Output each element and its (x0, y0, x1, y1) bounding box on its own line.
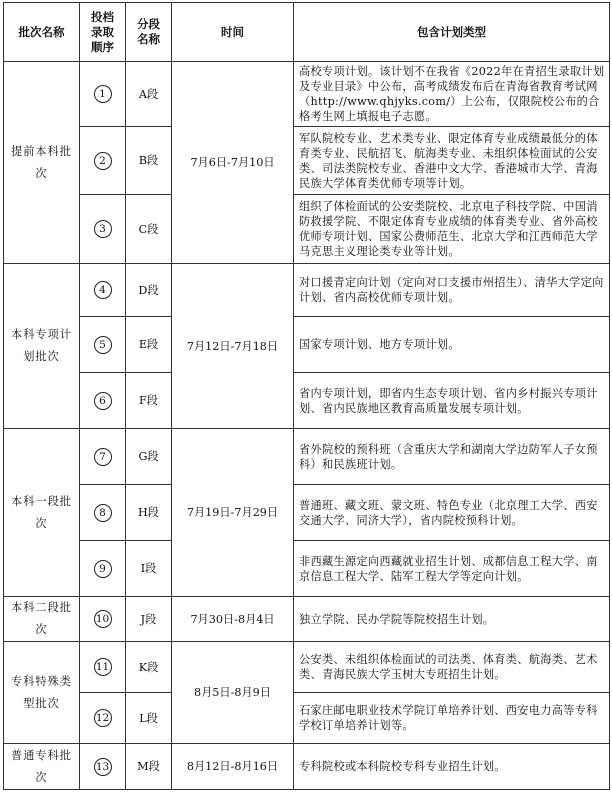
table-row (4, 195, 610, 264)
order-badge: 1 (80, 62, 126, 127)
table-row (4, 693, 610, 744)
order-badge: 7 (80, 429, 126, 485)
plan-type: 省内专项计划，即省内生态专项计划、省内乡村振兴专项计划、省内民族地区教育高质量发展专项计划。 (294, 373, 610, 429)
batch-time: 7月6日-7月10日 (172, 62, 294, 264)
batch-name: 本科二段批次 (4, 597, 80, 642)
header-order: 投档录取顺序 (80, 3, 126, 62)
batch-time: 7月12日-7月18日 (172, 264, 294, 429)
plan-type: 公安类、未组织体检面试的司法类、体育类、航海类、艺术类、青海民族大学玉树大专班招生计划。 (294, 642, 610, 693)
table-row (4, 264, 610, 317)
batch-name: 提前本科批次 (4, 62, 80, 264)
segment-name: B段 (126, 127, 172, 195)
segment-name: M段 (126, 744, 172, 790)
plan-type: 专科院校或本科院校专科专业招生计划。 (294, 744, 610, 790)
order-badge: 5 (80, 317, 126, 373)
header-plan-type: 包含计划类型 (294, 3, 610, 62)
table-row (4, 744, 610, 790)
table-row (4, 485, 610, 541)
batch-name: 本科一段批次 (4, 429, 80, 597)
segment-name: H段 (126, 485, 172, 541)
plan-type: 独立学院、民办学院等院校招生计划。 (294, 597, 610, 642)
order-badge: 4 (80, 264, 126, 317)
table-row (4, 62, 610, 127)
plan-type: 省外院校的预科班（含重庆大学和湖南大学边防军人子女预科）和民族班计划。 (294, 429, 610, 485)
plan-type: 高校专项计划。该计划不在我省《2022年在青招生录取计划及专业目录》中公布，高考成绩发布后在青海省教育考试网（http://www.qhjyks.com/）上公布，仅限院校公布的合格考生网上填报电子志愿。 (294, 62, 610, 127)
batch-name: 专科特殊类型批次 (4, 642, 80, 744)
table-row (4, 317, 610, 373)
table-row (4, 127, 610, 195)
plan-type: 国家专项计划、地方专项计划。 (294, 317, 610, 373)
segment-name: E段 (126, 317, 172, 373)
segment-name: I段 (126, 541, 172, 597)
table-row (4, 373, 610, 429)
batch-time: 7月30日-8月4日 (172, 597, 294, 642)
admission-batch-table (3, 2, 610, 790)
order-badge: 9 (80, 541, 126, 597)
batch-name: 普通专科批次 (4, 744, 80, 790)
header-time: 时间 (172, 3, 294, 62)
plan-type: 对口援青定向计划（定向对口支援市州招生）、清华大学定向计划、省内高校优师专项计划。 (294, 264, 610, 317)
order-badge: 13 (80, 744, 126, 790)
header-segment: 分段名称 (126, 3, 172, 62)
order-badge: 11 (80, 642, 126, 693)
segment-name: D段 (126, 264, 172, 317)
admission-batch-table-wrapper (3, 2, 609, 790)
order-badge: 10 (80, 597, 126, 642)
plan-type: 非西藏生源定向西藏就业招生计划、成都信息工程大学、南京信息工程大学、陆军工程大学等定向计划。 (294, 541, 610, 597)
order-badge: 3 (80, 195, 126, 264)
order-badge: 8 (80, 485, 126, 541)
header-batch-name: 批次名称 (4, 3, 80, 62)
batch-time: 8月5日-8月9日 (172, 642, 294, 744)
plan-type: 普通班、藏文班、蒙文班、特色专业（北京理工大学、西安交通大学、同济大学），省内院校预科计划。 (294, 485, 610, 541)
segment-name: L段 (126, 693, 172, 744)
order-badge: 2 (80, 127, 126, 195)
plan-type: 军队院校专业、艺术类专业、限定体育专业成绩最低分的体育类专业、民航招飞、航海类专业、未组织体检面试的公安类、司法类院校专业、香港中文大学、香港城市大学、青海民族大学体育类优师专项等计划。 (294, 127, 610, 195)
table-header-row (4, 3, 610, 62)
table-row (4, 642, 610, 693)
order-badge: 6 (80, 373, 126, 429)
segment-name: A段 (126, 62, 172, 127)
segment-name: C段 (126, 195, 172, 264)
segment-name: F段 (126, 373, 172, 429)
table-row (4, 541, 610, 597)
plan-type: 石家庄邮电职业技术学院订单培养计划、西安电力高等专科学校订单培养计划等。 (294, 693, 610, 744)
batch-time: 8月12日-8月16日 (172, 744, 294, 790)
table-row (4, 597, 610, 642)
segment-name: G段 (126, 429, 172, 485)
segment-name: J段 (126, 597, 172, 642)
batch-time: 7月19日-7月29日 (172, 429, 294, 597)
table-row (4, 429, 610, 485)
segment-name: K段 (126, 642, 172, 693)
plan-type: 组织了体检面试的公安类院校、北京电子科技学院、中国消防救援学院、不限定体育专业成绩的体育类专业、省外高校优师专项计划、国家公费师范生、北京大学和江西师范大学马克思主义理论类专业等计划。 (294, 195, 610, 264)
order-badge: 12 (80, 693, 126, 744)
batch-name: 本科专项计划批次 (4, 264, 80, 429)
